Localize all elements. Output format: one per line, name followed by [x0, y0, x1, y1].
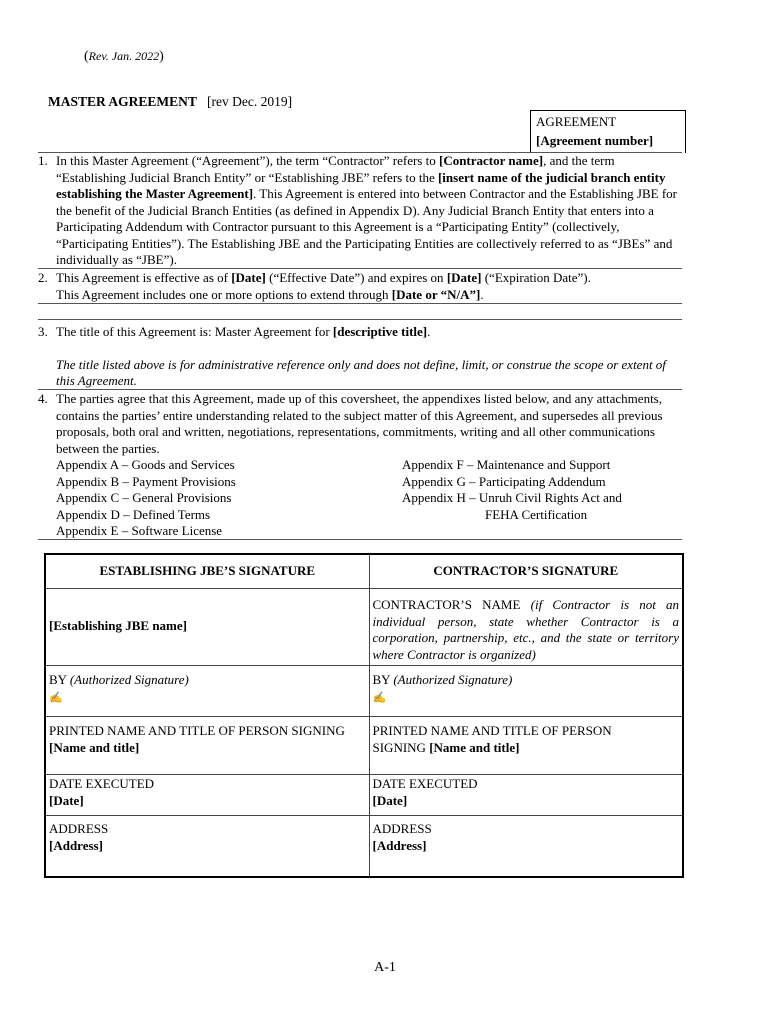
- appendix-item: Appendix B – Payment Provisions: [56, 473, 236, 489]
- by-label: BY: [49, 672, 67, 687]
- printed-name-label: PRINTED NAME AND TITLE OF PERSON: [372, 723, 612, 738]
- text: .: [480, 286, 484, 302]
- jbe-signature-header: ESTABLISHING JBE’S SIGNATURE: [45, 554, 369, 589]
- text: This Agreement is effective as of: [56, 270, 232, 285]
- section-1: [38, 153, 682, 269]
- title-rev: [rev Dec. 2019]: [207, 94, 293, 109]
- date-executed-label: DATE EXECUTED: [49, 776, 155, 791]
- agreement-number: [Agreement number]: [536, 132, 654, 148]
- appendix-item: Appendix C – General Provisions: [56, 490, 232, 505]
- divider: [38, 319, 682, 320]
- title-main: MASTER AGREEMENT: [48, 94, 197, 109]
- jbe-by-cell[interactable]: [45, 666, 369, 717]
- text: (“Expiration Date”).: [481, 270, 591, 285]
- appendix-item: FEHA Certification: [485, 506, 588, 522]
- signature-table: [44, 553, 684, 878]
- contractor-printed-name-cell[interactable]: [369, 717, 683, 775]
- jbe-name-cell[interactable]: [Establishing JBE name]: [45, 589, 369, 666]
- divider: [38, 539, 682, 540]
- address-label: ADDRESS: [49, 821, 109, 836]
- jbe-date-cell[interactable]: [45, 775, 369, 816]
- contractor-name-cell[interactable]: [369, 589, 683, 666]
- page-number: A-1: [374, 960, 396, 975]
- appendix-item: Appendix G – Participating Addendum: [402, 473, 606, 489]
- name-title-placeholder: [Name and title]: [429, 739, 520, 755]
- section-3-text: [56, 324, 682, 341]
- appendix-item: Appendix D – Defined Terms: [56, 506, 211, 522]
- divider: [38, 303, 682, 304]
- address-placeholder: [Address]: [49, 837, 103, 853]
- text: This Agreement includes one or more options to extend through: [56, 286, 392, 302]
- section-number: 1.: [38, 153, 48, 168]
- section-3-note: The title listed above is for administrative reference only and does not define, limit, or construe the scope or extent of this Agreement.: [56, 356, 666, 388]
- by-label: BY: [372, 672, 391, 687]
- contractor-date-cell[interactable]: [369, 775, 683, 816]
- address-placeholder: [Address]: [372, 837, 427, 853]
- appendix-item: Appendix E – Software License: [56, 523, 223, 538]
- jbe-address-cell[interactable]: [45, 816, 369, 877]
- section-2-text: [56, 270, 682, 303]
- section-number: 3.: [38, 324, 48, 339]
- jbe-printed-name-cell[interactable]: [45, 717, 369, 775]
- contractor-name-placeholder: [Contractor name]: [438, 153, 544, 168]
- jbe-name-placeholder: [insert name of the judicial branch entity establishing the Master Agreement]: [56, 169, 666, 201]
- section-number: 4.: [38, 391, 48, 406]
- text: . This Agreement is entered into between Contractor and the Establishing JBE for the benefit of the Judicial Branch Entities (as defined in Appendix D). Any Judicial Branch Entity that enters into a Participating Addendum with Contractor pursuant to this Agreement is a “Participating Entity” (collectively, “Participating Entities”). The Establishing JBE and the Participating Entities are collectively referred to as “JBEs” and individually as “JBE”).: [56, 186, 677, 267]
- contractor-by-cell[interactable]: [369, 666, 683, 717]
- page-title: [48, 94, 292, 111]
- expiration-date-placeholder: [Date]: [446, 270, 482, 285]
- section-2: [38, 270, 682, 303]
- contractor-signature-header: CONTRACTOR’S SIGNATURE: [369, 554, 683, 589]
- contractor-address-cell[interactable]: [369, 816, 683, 877]
- agreement-label: AGREEMENT: [536, 114, 617, 129]
- revision-note: (Rev. Jan. 2022): [84, 49, 164, 64]
- contractor-name-label: CONTRACTOR’S NAME: [372, 597, 521, 612]
- text: In this Master Agreement (“Agreement”), the term “Contractor” refers to: [56, 153, 439, 168]
- section-number: 2.: [38, 270, 48, 285]
- section-4: [38, 391, 682, 457]
- section-1-text: [56, 153, 682, 269]
- text: (“Effective Date”) and expires on: [265, 270, 447, 285]
- date-placeholder: [Date]: [49, 792, 84, 808]
- agreement-number-box: [530, 110, 686, 153]
- appendix-list-left: [56, 457, 236, 540]
- section-3: [38, 324, 682, 390]
- pen-icon: ✍: [372, 691, 387, 704]
- extension-date-placeholder: [Date or “N/A”]: [391, 286, 481, 302]
- appendix-item: Appendix H – Unruh Civil Rights Act and: [402, 490, 622, 505]
- appendix-item: Appendix A – Goods and Services: [56, 457, 235, 472]
- text: .: [427, 324, 431, 339]
- name-title-placeholder: [Name and title]: [49, 739, 140, 755]
- text: The title of this Agreement is: Master Agreement for: [56, 324, 333, 339]
- divider: [38, 389, 682, 390]
- appendix-item: Appendix F – Maintenance and Support: [402, 457, 611, 472]
- by-note: (Authorized Signature): [393, 672, 513, 687]
- pen-icon: ✍: [49, 691, 63, 704]
- effective-date-placeholder: [Date]: [231, 270, 266, 285]
- printed-name-label: PRINTED NAME AND TITLE OF PERSON SIGNING: [49, 723, 345, 738]
- descriptive-title-placeholder: [descriptive title]: [332, 324, 428, 339]
- by-note: (Authorized Signature): [69, 672, 189, 687]
- contractor-name-note: (if Contractor is not an individual person, state whether Contractor is a corporation, partnership, etc., and the state or territory where Contractor is organized): [372, 597, 680, 662]
- date-executed-label: DATE EXECUTED: [372, 776, 478, 791]
- divider: [38, 268, 682, 269]
- address-label: ADDRESS: [372, 821, 432, 836]
- appendix-list-right: [402, 457, 622, 523]
- revision-text: Rev. Jan. 2022: [88, 49, 160, 63]
- text: , and the term “Establishing Judicial Branch Entity” or “Establishing JBE” refers to the: [56, 153, 615, 185]
- date-placeholder: [Date]: [372, 792, 408, 808]
- printed-name-label-cont: SIGNING: [372, 739, 430, 755]
- section-4-text: The parties agree that this Agreement, made up of this coversheet, the appendixes listed below, and any attachments, contains the parties’ entire understanding related to the subject matter of this Agreement, and supersedes all previous proposals, both oral and written, negotiations, representations, commitments, writing and all other communications between the parties.: [56, 391, 663, 456]
